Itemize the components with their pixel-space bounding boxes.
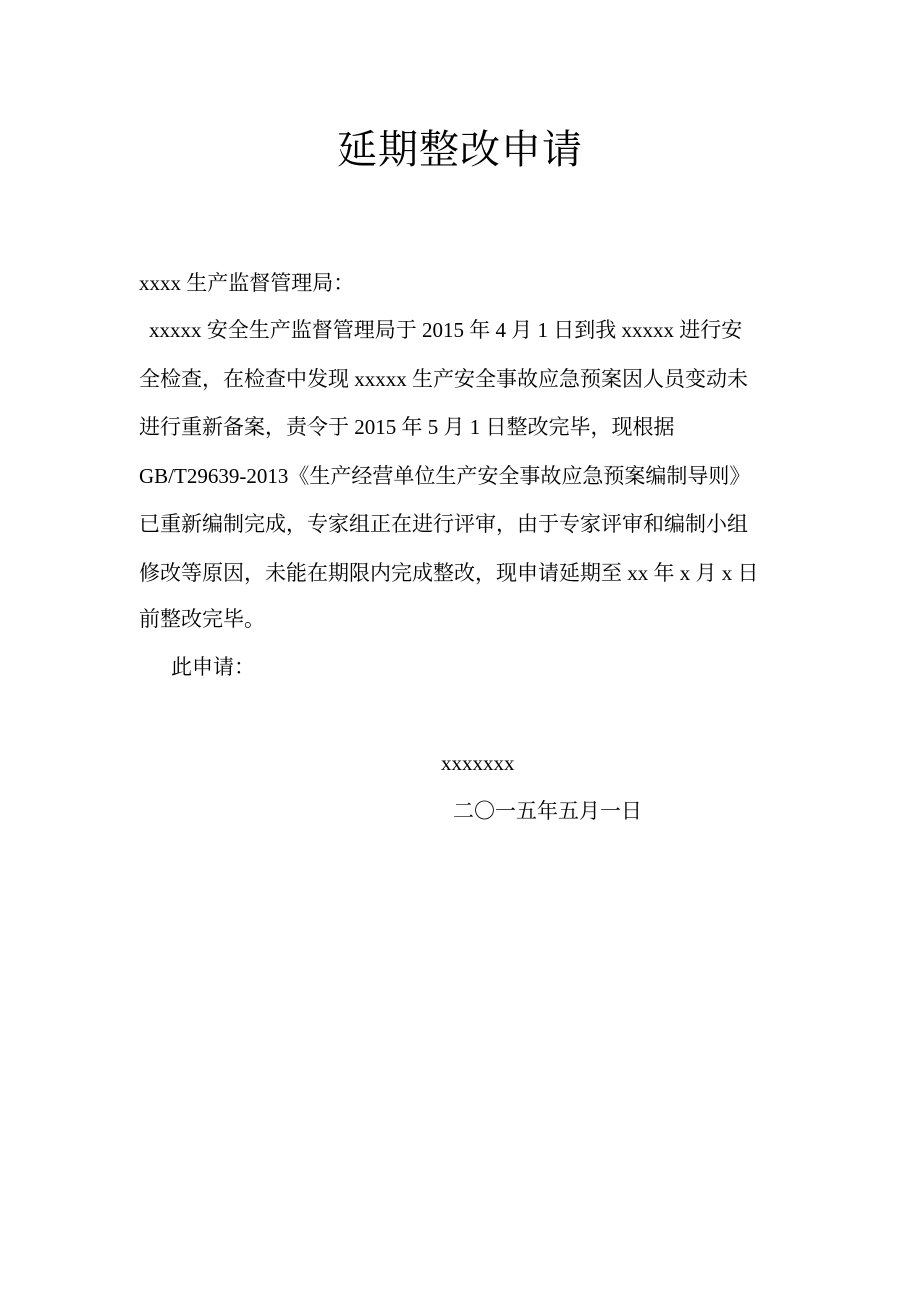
signer-name: xxxxxxx [441, 751, 515, 775]
signature-date: 二〇一五年五月一日 [453, 799, 642, 823]
body-paragraph-line: 修改等原因，未能在期限内完成整改，现申请延期至 xx 年 x 月 x 日 [139, 561, 759, 585]
body-paragraph-line: 前整改完毕。 [139, 607, 265, 631]
body-paragraph-line: 全检查，在检查中发现 xxxxx 生产安全事故应急预案因人员变动未 [139, 367, 748, 391]
addressee-line: xxxx 生产监督管理局： [139, 271, 355, 295]
body-paragraph-line: xxxxx 安全生产监督管理局于 2015 年 4 月 1 日到我 xxxxx 进行安 [149, 318, 743, 342]
body-paragraph-line: 进行重新备案，责令于 2015 年 5 月 1 日整改完毕，现根据 [139, 415, 675, 439]
document-title: 延期整改申请 [337, 127, 583, 172]
closing-line: 此申请： [171, 655, 255, 679]
body-paragraph-line: GB/T29639-2013《生产经营单位生产安全事故应急预案编制导则》 [139, 464, 751, 488]
body-paragraph-line: 已重新编制完成，专家组正在进行评审，由于专家评审和编制小组 [139, 512, 748, 536]
